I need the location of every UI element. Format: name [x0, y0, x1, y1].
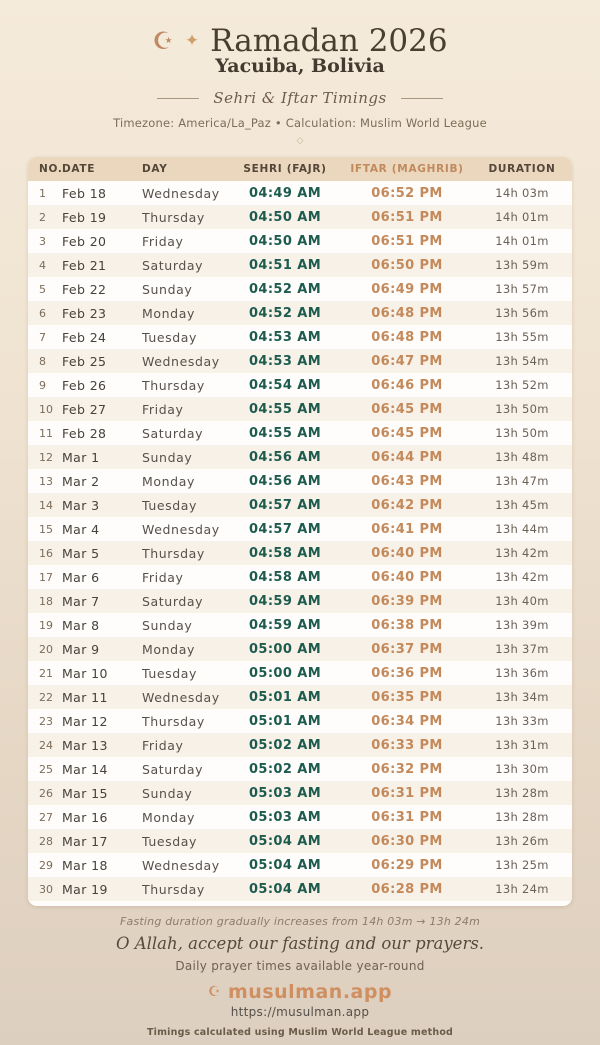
- iftar-time-cell: 06:44 PM: [371, 449, 443, 465]
- sehri-time-cell: 04:50 AM: [248, 209, 322, 225]
- sehri-time-cell: 04:52 AM: [248, 305, 322, 321]
- iftar-time-cell: 06:48 PM: [371, 329, 443, 345]
- day-cell: Wednesday: [142, 185, 220, 201]
- sehri-time-cell: 05:00 AM: [248, 665, 322, 681]
- website-url[interactable]: https://musulman.app: [230, 1005, 370, 1020]
- table-row: [28, 397, 572, 421]
- row-number-cell: 30: [39, 882, 53, 896]
- sehri-time-cell: 04:53 AM: [248, 329, 322, 345]
- sehri-time-cell: 04:56 AM: [248, 473, 322, 489]
- duration-cell: 13h 25m: [495, 858, 549, 873]
- brand-name: musulman.app: [228, 981, 393, 1004]
- sehri-time-cell: 05:01 AM: [248, 713, 322, 729]
- date-cell: Mar 9: [62, 641, 100, 657]
- duration-cell: 13h 59m: [495, 258, 549, 273]
- sehri-time-cell: 04:55 AM: [248, 425, 322, 441]
- sehri-time-cell: 05:03 AM: [248, 809, 322, 825]
- iftar-time-cell: 06:41 PM: [371, 521, 443, 537]
- decorative-line-right: [401, 98, 443, 99]
- duration-cell: 13h 40m: [495, 594, 549, 609]
- iftar-time-cell: 06:29 PM: [371, 857, 443, 873]
- date-cell: Mar 7: [62, 593, 100, 609]
- day-cell: Saturday: [142, 761, 204, 777]
- duration-cell: 13h 26m: [495, 834, 549, 849]
- table-row: [28, 277, 572, 301]
- day-cell: Tuesday: [142, 833, 198, 849]
- day-cell: Thursday: [142, 545, 205, 561]
- day-cell: Thursday: [142, 209, 205, 225]
- sehri-time-cell: 04:56 AM: [248, 449, 322, 465]
- day-cell: Tuesday: [142, 665, 198, 681]
- row-number-cell: 29: [39, 858, 53, 872]
- duration-cell: 13h 28m: [495, 786, 549, 801]
- sparkle-star-icon: ✦: [184, 30, 200, 51]
- brand-crescent-icon: ☪: [207, 984, 221, 1001]
- duration-cell: 13h 24m: [495, 882, 549, 897]
- date-cell: Mar 13: [62, 737, 108, 753]
- iftar-time-cell: 06:51 PM: [371, 233, 443, 249]
- day-cell: Saturday: [142, 593, 204, 609]
- iftar-time-cell: 06:34 PM: [371, 713, 443, 729]
- sehri-time-cell: 04:52 AM: [248, 281, 322, 297]
- row-number-cell: 7: [39, 330, 46, 344]
- sehri-time-cell: 04:55 AM: [248, 401, 322, 417]
- duration-range-note: Fasting duration gradually increases from 14h 03m → 13h 24m: [120, 915, 480, 929]
- iftar-time-cell: 06:49 PM: [371, 281, 443, 297]
- duration-cell: 13h 33m: [495, 714, 549, 729]
- iftar-time-cell: 06:47 PM: [371, 353, 443, 369]
- table-row: [28, 853, 572, 877]
- day-cell: Friday: [142, 569, 184, 585]
- date-cell: Mar 12: [62, 713, 108, 729]
- day-cell: Thursday: [142, 377, 205, 393]
- date-cell: Feb 19: [62, 209, 107, 225]
- sehri-time-cell: 05:03 AM: [248, 785, 322, 801]
- sehri-time-cell: 05:04 AM: [248, 857, 322, 873]
- date-cell: Feb 20: [62, 233, 107, 249]
- row-number-cell: 21: [39, 666, 53, 680]
- row-number-cell: 23: [39, 714, 53, 728]
- availability-note: Daily prayer times available year-round: [175, 959, 425, 974]
- iftar-time-cell: 06:31 PM: [371, 809, 443, 825]
- day-cell: Friday: [142, 233, 184, 249]
- date-cell: Mar 15: [62, 785, 108, 801]
- timings-table-card: [28, 157, 572, 906]
- table-row: [28, 661, 572, 685]
- date-cell: Feb 21: [62, 257, 107, 273]
- date-cell: Mar 17: [62, 833, 108, 849]
- table-row: [28, 421, 572, 445]
- page-title: Ramadan 2026: [210, 23, 448, 59]
- sehri-time-cell: 04:49 AM: [248, 185, 322, 201]
- column-header-duration: DURATION: [488, 163, 556, 176]
- day-cell: Wednesday: [142, 521, 220, 537]
- day-cell: Thursday: [142, 713, 205, 729]
- page-header: [0, 24, 600, 146]
- brand-link[interactable]: [0, 981, 600, 1003]
- row-number-cell: 1: [39, 186, 46, 200]
- date-cell: Mar 16: [62, 809, 108, 825]
- row-number-cell: 5: [39, 282, 46, 296]
- table-row: [28, 805, 572, 829]
- day-cell: Wednesday: [142, 689, 220, 705]
- duration-cell: 13h 42m: [495, 570, 549, 585]
- row-number-cell: 24: [39, 738, 53, 752]
- table-row: [28, 781, 572, 805]
- table-body: [28, 181, 572, 901]
- row-number-cell: 15: [39, 522, 53, 536]
- duration-cell: 13h 42m: [495, 546, 549, 561]
- column-header-no: NO.: [39, 163, 63, 176]
- duration-cell: 13h 56m: [495, 306, 549, 321]
- calculation-method-note: Timings calculated using Muslim World League method: [146, 1027, 454, 1039]
- day-cell: Friday: [142, 737, 184, 753]
- day-cell: Sunday: [142, 617, 193, 633]
- row-number-cell: 10: [39, 402, 53, 416]
- diamond-separator-icon: ◇: [296, 136, 304, 147]
- iftar-time-cell: 06:50 PM: [371, 257, 443, 273]
- duration-cell: 13h 28m: [495, 810, 549, 825]
- sehri-time-cell: 05:01 AM: [248, 689, 322, 705]
- iftar-time-cell: 06:33 PM: [371, 737, 443, 753]
- date-cell: Mar 14: [62, 761, 108, 777]
- date-cell: Feb 28: [62, 425, 107, 441]
- section-title: Sehri & Iftar Timings: [213, 89, 387, 108]
- date-cell: Feb 18: [62, 185, 107, 201]
- table-row: [28, 181, 572, 205]
- table-row: [28, 229, 572, 253]
- duration-cell: 13h 39m: [495, 618, 549, 633]
- table-row: [28, 301, 572, 325]
- duration-cell: 13h 50m: [495, 402, 549, 417]
- section-title-row: [0, 89, 600, 107]
- day-cell: Saturday: [142, 425, 204, 441]
- sehri-time-cell: 05:00 AM: [248, 641, 322, 657]
- table-row: [28, 589, 572, 613]
- row-number-cell: 20: [39, 642, 53, 656]
- table-row: [28, 325, 572, 349]
- sehri-time-cell: 05:04 AM: [248, 881, 322, 897]
- date-cell: Mar 2: [62, 473, 100, 489]
- decorative-line-left: [157, 98, 199, 99]
- date-cell: Mar 5: [62, 545, 100, 561]
- row-number-cell: 12: [39, 450, 53, 464]
- sehri-time-cell: 04:50 AM: [248, 233, 322, 249]
- table-row: [28, 565, 572, 589]
- row-number-cell: 22: [39, 690, 53, 704]
- iftar-time-cell: 06:36 PM: [371, 665, 443, 681]
- day-cell: Sunday: [142, 785, 193, 801]
- day-cell: Tuesday: [142, 329, 198, 345]
- row-number-cell: 17: [39, 570, 53, 584]
- duration-cell: 13h 47m: [495, 474, 549, 489]
- table-row: [28, 445, 572, 469]
- date-cell: Mar 19: [62, 881, 108, 897]
- day-cell: Monday: [142, 641, 195, 657]
- iftar-time-cell: 06:37 PM: [371, 641, 443, 657]
- duration-cell: 14h 01m: [495, 210, 549, 225]
- date-cell: Feb 25: [62, 353, 107, 369]
- row-number-cell: 19: [39, 618, 53, 632]
- row-number-cell: 6: [39, 306, 46, 320]
- duration-cell: 13h 54m: [495, 354, 549, 369]
- date-cell: Feb 23: [62, 305, 107, 321]
- sehri-time-cell: 05:02 AM: [248, 761, 322, 777]
- table-row: [28, 373, 572, 397]
- iftar-time-cell: 06:28 PM: [371, 881, 443, 897]
- row-number-cell: 2: [39, 210, 46, 224]
- iftar-time-cell: 06:45 PM: [371, 401, 443, 417]
- iftar-time-cell: 06:38 PM: [371, 617, 443, 633]
- table-row: [28, 877, 572, 901]
- day-cell: Wednesday: [142, 857, 220, 873]
- date-cell: Mar 11: [62, 689, 108, 705]
- duration-cell: 13h 34m: [495, 690, 549, 705]
- row-number-cell: 13: [39, 474, 53, 488]
- table-row: [28, 757, 572, 781]
- table-row: [28, 685, 572, 709]
- location-subtitle: Yacuiba, Bolivia: [215, 55, 385, 78]
- day-cell: Wednesday: [142, 353, 220, 369]
- duration-cell: 13h 50m: [495, 426, 549, 441]
- iftar-time-cell: 06:31 PM: [371, 785, 443, 801]
- date-cell: Feb 24: [62, 329, 107, 345]
- date-cell: Mar 6: [62, 569, 100, 585]
- day-cell: Friday: [142, 401, 184, 417]
- timezone-calculation-meta: Timezone: America/La_Paz • Calculation: Muslim World League: [113, 116, 487, 131]
- duration-cell: 14h 01m: [495, 234, 549, 249]
- row-number-cell: 14: [39, 498, 53, 512]
- day-cell: Sunday: [142, 449, 193, 465]
- day-cell: Saturday: [142, 257, 204, 273]
- table-row: [28, 541, 572, 565]
- date-cell: Feb 27: [62, 401, 107, 417]
- duration-cell: 13h 45m: [495, 498, 549, 513]
- day-cell: Tuesday: [142, 497, 198, 513]
- column-header-sehri: SEHRI (FAJR): [243, 163, 327, 176]
- table-row: [28, 613, 572, 637]
- table-row: [28, 349, 572, 373]
- table-row: [28, 493, 572, 517]
- sehri-time-cell: 04:58 AM: [248, 545, 322, 561]
- duration-cell: 13h 37m: [495, 642, 549, 657]
- row-number-cell: 27: [39, 810, 53, 824]
- table-row: [28, 205, 572, 229]
- sehri-time-cell: 04:58 AM: [248, 569, 322, 585]
- sehri-time-cell: 04:54 AM: [248, 377, 322, 393]
- row-number-cell: 11: [39, 426, 53, 440]
- date-cell: Feb 22: [62, 281, 107, 297]
- sehri-time-cell: 05:02 AM: [248, 737, 322, 753]
- column-header-date: DATE: [62, 163, 96, 176]
- iftar-time-cell: 06:45 PM: [371, 425, 443, 441]
- row-number-cell: 26: [39, 786, 53, 800]
- iftar-time-cell: 06:46 PM: [371, 377, 443, 393]
- dua-quote: O Allah, accept our fasting and our prayers.: [115, 934, 485, 954]
- sehri-time-cell: 04:53 AM: [248, 353, 322, 369]
- row-number-cell: 8: [39, 354, 46, 368]
- iftar-time-cell: 06:35 PM: [371, 689, 443, 705]
- column-header-iftar: IFTAR (MAGHRIB): [350, 163, 464, 176]
- iftar-time-cell: 06:30 PM: [371, 833, 443, 849]
- row-number-cell: 3: [39, 234, 46, 248]
- table-row: [28, 733, 572, 757]
- sehri-time-cell: 04:59 AM: [248, 593, 322, 609]
- day-cell: Monday: [142, 305, 195, 321]
- page-footer: [0, 915, 600, 1038]
- table-row: [28, 637, 572, 661]
- day-cell: Monday: [142, 809, 195, 825]
- table-row: [28, 469, 572, 493]
- iftar-time-cell: 06:32 PM: [371, 761, 443, 777]
- duration-cell: 13h 44m: [495, 522, 549, 537]
- day-cell: Monday: [142, 473, 195, 489]
- row-number-cell: 25: [39, 762, 53, 776]
- sehri-time-cell: 04:59 AM: [248, 617, 322, 633]
- duration-cell: 13h 55m: [495, 330, 549, 345]
- sehri-time-cell: 04:57 AM: [248, 497, 322, 513]
- table-row: [28, 517, 572, 541]
- day-cell: Thursday: [142, 881, 205, 897]
- iftar-time-cell: 06:40 PM: [371, 545, 443, 561]
- iftar-time-cell: 06:51 PM: [371, 209, 443, 225]
- row-number-cell: 16: [39, 546, 53, 560]
- duration-cell: 13h 31m: [495, 738, 549, 753]
- row-number-cell: 4: [39, 258, 46, 272]
- iftar-time-cell: 06:52 PM: [371, 185, 443, 201]
- date-cell: Mar 10: [62, 665, 108, 681]
- duration-cell: 13h 36m: [495, 666, 549, 681]
- table-row: [28, 709, 572, 733]
- date-cell: Mar 18: [62, 857, 108, 873]
- column-header-day: DAY: [142, 163, 168, 176]
- iftar-time-cell: 06:42 PM: [371, 497, 443, 513]
- date-cell: Feb 26: [62, 377, 107, 393]
- duration-cell: 13h 57m: [495, 282, 549, 297]
- date-cell: Mar 4: [62, 521, 100, 537]
- duration-cell: 14h 03m: [495, 186, 549, 201]
- table-row: [28, 829, 572, 853]
- row-number-cell: 18: [39, 594, 53, 608]
- sehri-time-cell: 05:04 AM: [248, 833, 322, 849]
- iftar-time-cell: 06:43 PM: [371, 473, 443, 489]
- sehri-time-cell: 04:51 AM: [248, 257, 322, 273]
- date-cell: Mar 1: [62, 449, 100, 465]
- title-row: [0, 24, 600, 58]
- crescent-moon-icon: ☪: [152, 27, 174, 56]
- row-number-cell: 28: [39, 834, 53, 848]
- date-cell: Mar 8: [62, 617, 100, 633]
- duration-cell: 13h 30m: [495, 762, 549, 777]
- table-header-row: [28, 157, 572, 181]
- date-cell: Mar 3: [62, 497, 100, 513]
- iftar-time-cell: 06:48 PM: [371, 305, 443, 321]
- table-row: [28, 253, 572, 277]
- iftar-time-cell: 06:40 PM: [371, 569, 443, 585]
- row-number-cell: 9: [39, 378, 46, 392]
- sehri-time-cell: 04:57 AM: [248, 521, 322, 537]
- iftar-time-cell: 06:39 PM: [371, 593, 443, 609]
- duration-cell: 13h 52m: [495, 378, 549, 393]
- day-cell: Sunday: [142, 281, 193, 297]
- duration-cell: 13h 48m: [495, 450, 549, 465]
